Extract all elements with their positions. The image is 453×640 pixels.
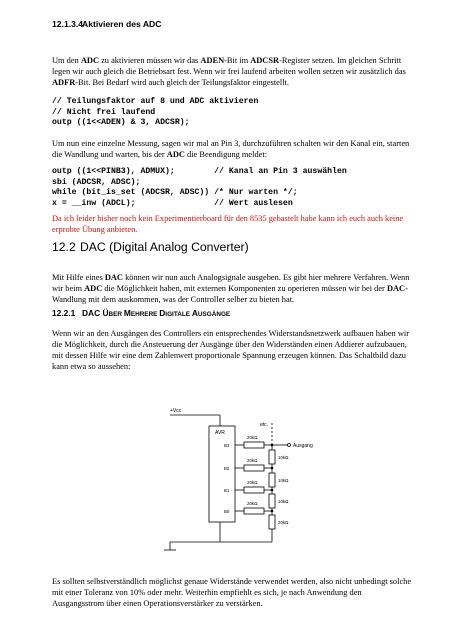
heading-part: IGITALE [165, 311, 192, 318]
subsection-heading [52, 19, 414, 29]
heading-part: EHRERE [130, 311, 160, 318]
paragraph-resistor-network: Wenn wir an den Ausgängen des Controllers ein entsprechendes Widerstandsnetzwerk aufbauen haben wir die Möglichkeit, durch die Ansteuerung der Ausgänge über den Widerständen einen Addierer aufzubauen, mit dessen Hilfe wir eine dem Zahlenwert proportionale Spannung erzeugen können. Das Schaltbild dazu kann etwa so aussehen: [52, 329, 409, 371]
heading-part: A [191, 308, 198, 318]
dac-schematic-diagram [160, 398, 360, 558]
red-note: Da ich leider bisher noch kein Experimentierboard für den 8535 gebastelt habe kann ich euch auch keine erprobte Übung anbieten. [52, 214, 404, 234]
vcc-label: +Vcc [170, 408, 182, 414]
series-resistor-label: 20kΩ [247, 435, 258, 440]
text: Mit Hilfe eines [52, 273, 105, 282]
text: -Bit. Bei Bedarf wird auch gleich der Teilungsfaktor eingestellt. [75, 78, 289, 87]
text: Um nun eine einzelne Messung, sagen wir mal an Pin 3, durchzuführen schalten wir den Kanal ein, starten die Wandlung und warten, bis der [52, 139, 410, 159]
junction-dot [271, 510, 274, 513]
code-line: // Nicht frei laufend [52, 107, 156, 117]
bold-term: ADCSR [250, 56, 280, 65]
bold-term: ADFR [52, 78, 76, 87]
etc-label: etc. [260, 422, 269, 428]
heading-part: Ü [102, 308, 109, 318]
text: die Möglichkeit haben, mit externen Komponenten zu operieren müssen wir bei der [102, 284, 387, 293]
bold-term: DAC [386, 284, 406, 293]
heading-part: DAC [82, 308, 103, 318]
pin-label-b0: B0 [224, 509, 230, 514]
junction-dot [271, 489, 274, 492]
avr-label: AVR [215, 430, 225, 436]
code-line: // Teilungsfaktor auf 8 und ADC aktivieren [52, 97, 259, 106]
pin-b3-branch [235, 442, 272, 448]
text: Um den [52, 56, 81, 65]
paragraph-dac-intro [52, 272, 414, 305]
text: -Wandlung mit dem auskommen, was der Controller selber zu bieten hat. [52, 284, 408, 304]
bold-term: DAC [104, 273, 123, 282]
pin-b1-branch [235, 487, 272, 493]
avr-chip-box [209, 426, 235, 522]
bold-term: ADC [166, 150, 185, 159]
heading-part: M [123, 308, 131, 318]
heading-part: USGÄNGE [197, 311, 231, 318]
paragraph-activate-adc [52, 55, 414, 88]
text: die Beendigung meldet: [184, 150, 268, 159]
ladder-resistor-label: 10kΩ [278, 455, 289, 460]
bottom-resistor [269, 515, 275, 529]
pin-label-b1: B1 [224, 488, 230, 493]
ladder-resistor-label: 10kΩ [278, 499, 289, 504]
paragraph-single-measurement [52, 138, 414, 160]
section-number: 12.1.3.4 [52, 19, 84, 29]
code-line: outp ((1<<ADEN) & 3, ADCSR); [52, 118, 190, 128]
series-resistor-label: 20kΩ [247, 480, 258, 485]
section-number: 12.2.1 [52, 308, 76, 318]
pin-label-b3: B3 [224, 443, 230, 448]
section-heading [52, 240, 414, 254]
subsection-heading [52, 308, 414, 318]
bold-term: ADEN [200, 56, 225, 65]
code-block-2 [52, 167, 414, 209]
bold-term: ADC [80, 56, 99, 65]
ladder-resistor-2 [269, 473, 275, 487]
pin-b2-branch [235, 465, 272, 471]
junction-dot [271, 444, 274, 447]
bottom-resistor-label: 20kΩ [278, 520, 289, 525]
ladder-resistor-1 [269, 450, 275, 464]
junction-dot [271, 467, 274, 470]
text: zu aktivieren müssen wir das [99, 56, 201, 65]
ladder-resistor-3 [269, 494, 275, 508]
code-line: x = __inw (ADCL); // Wert auslesen [52, 198, 293, 208]
series-resistor-label: 20kΩ [247, 458, 258, 463]
ladder-resistor-label: 10kΩ [278, 478, 289, 483]
heading-part: D [159, 308, 166, 318]
code-line: while (bit_is_set (ADCSR, ADSC)) /* Nur warten */; [52, 188, 298, 198]
section-title: Aktivieren des ADC [82, 19, 162, 29]
pin-b0-branch [235, 508, 272, 514]
heading-part: BER [108, 311, 124, 318]
text: -Bit im [224, 56, 251, 65]
code-line: outp ((1<<PINB3), ADMUX); // Kanal an Pin 3 auswählen [52, 167, 347, 176]
series-resistor-label: 20kΩ [247, 501, 258, 506]
output-terminal [288, 444, 291, 447]
output-label: Ausgang [293, 443, 313, 449]
code-block-1 [52, 97, 414, 129]
code-line: sbi (ADCSR, ADSC); [52, 177, 141, 187]
text: -Register setzen. Im gleichen Schritt legen wir auch gleich die Betriebsart fest. Wenn wir frei laufend arbeiten wollen setzen wir zusätzlich das [52, 56, 406, 76]
text: können wir nun auch Analogsignale ausgeben. Es gibt hier mehrere Verfahren. Wenn wir beim [52, 273, 410, 293]
section-title: DAC (Digital Analog Converter) [80, 240, 249, 254]
pin-label-b2: B2 [224, 466, 230, 471]
section-number: 12.2 [52, 240, 76, 254]
bold-term: ADC [84, 284, 103, 293]
paragraph-precision-note: Es sollten selbstverständlich möglichst genaue Widerstände verwendet werden, also nicht unbedingt solche mit einer Toleranz von 10% oder mehr. Weiterhin empfiehlt es sich, je nach Anwendung den Ausgangsstrom über einen Operationsverstärker zu verstärken. [52, 577, 412, 608]
